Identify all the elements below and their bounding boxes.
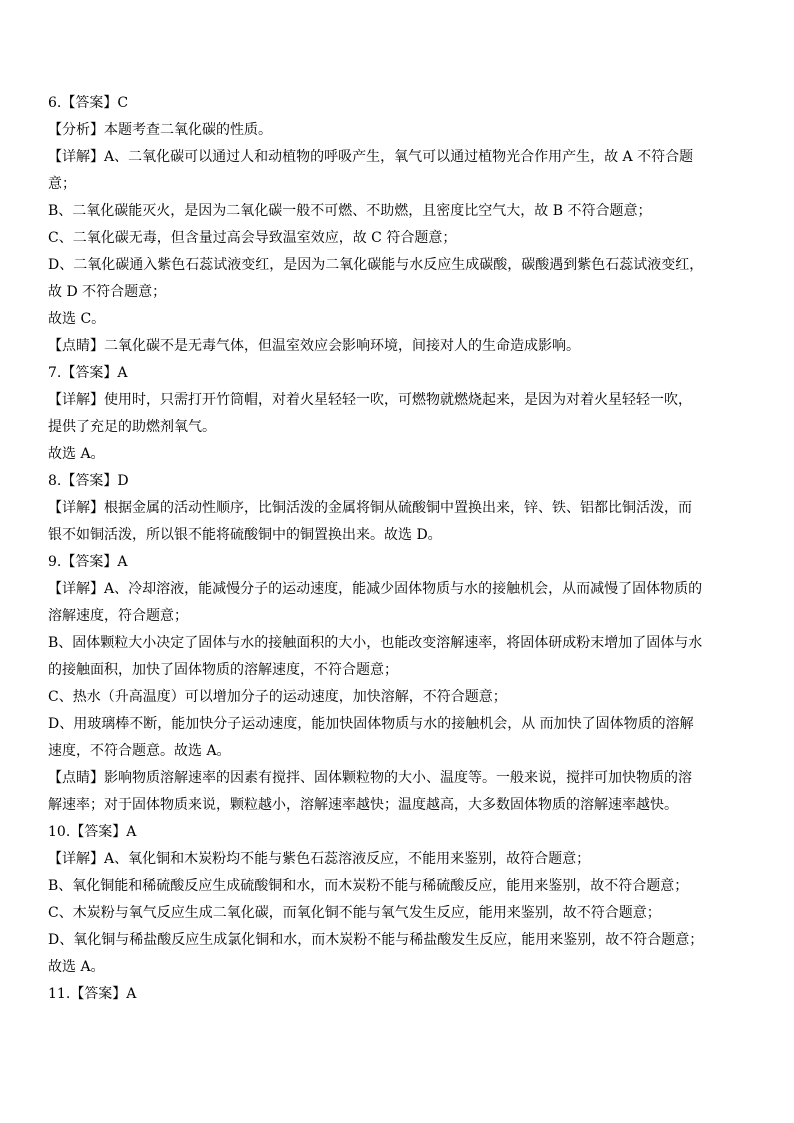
text-line: 的接触面积，加快了固体物质的溶解速度，不符合题意； (48, 662, 398, 678)
text-line: 【点睛】影响物质溶解速率的因素有搅拌、固体颗粒物的大小、温度等。一般来说，搅拌可加快物质的溶 (48, 770, 692, 786)
text-line: B、二氧化碳能灭火，是因为二氧化碳一般不可燃、不助燃，且密度比空气大，故 B 不符合题意； (48, 203, 652, 219)
text-line: C、木炭粉与氧气反应生成二氧化碳，而氧化铜不能与氧气发生反应，能用来鉴别，故不符合题意； (48, 905, 661, 921)
text-line: C、二氧化碳无毒，但含量过高会导致温室效应，故 C 符合题意； (48, 230, 457, 246)
text-line: 【分析】本题考查二氧化碳的性质。 (48, 122, 272, 138)
text-line: D、二氧化碳通入紫色石蕊试液变红，是因为二氧化碳能与水反应生成碳酸，碳酸遇到紫色石蕊试液变红， (48, 257, 704, 273)
text-line: 故选 C。 (48, 311, 106, 327)
text-line: D、氧化铜与稀盐酸反应生成氯化铜和水，而木炭粉不能与稀盐酸发生反应，能用来鉴别，故不符合题意； (48, 932, 704, 948)
text-line: 故选 A。 (48, 446, 105, 462)
text-line: 溶解速度，符合题意； (48, 608, 188, 624)
document-page (48, 90, 748, 1008)
text-line: 8.【答案】D (48, 473, 129, 489)
text-line: 7.【答案】A (48, 365, 128, 381)
text-line: 【详解】A、氧化铜和木炭粉均不能与紫色石蕊溶液反应，不能用来鉴别，故符合题意； (48, 851, 591, 867)
text-line: 【详解】根据金属的活动性顺序，比铜活泼的金属将铜从硫酸铜中置换出来，锌、铁、铝都比铜活泼，而 (48, 500, 692, 516)
text-line: 【详解】A、二氧化碳可以通过人和动植物的呼吸产生，氧气可以通过植物光合作用产生，故 A 不符合题 (48, 149, 694, 165)
text-line: 故选 A。 (48, 959, 105, 975)
text-line: 【详解】A、冷却溶液，能减慢分子的运动速度，能减少固体物质与水的接触机会，从而减慢了固体物质的 (48, 581, 703, 597)
text-line: 【详解】使用时，只需打开竹筒帽，对着火星轻轻一吹，可燃物就燃烧起来，是因为对着火星轻轻一吹， (48, 392, 692, 408)
text-line: 11.【答案】A (48, 986, 137, 1002)
text-line: 银不如铜活泼，所以银不能将硫酸铜中的铜置换出来。故选 D。 (48, 527, 442, 543)
text-line: 6.【答案】C (48, 95, 129, 111)
text-line: D、用玻璃棒不断，能加快分子运动速度，能加快固体物质与水的接触机会，从 而加快了固体物质的溶解 (48, 716, 694, 732)
text-line: 解速率；对于固体物质来说，颗粒越小，溶解速率越快；温度越高，大多数固体物质的溶解速率越快。 (48, 797, 678, 813)
text-line: 10.【答案】A (48, 824, 137, 840)
text-line: 故 D 不符合题意； (48, 284, 167, 300)
text-line: 【点睛】二氧化碳不是无毒气体，但温室效应会影响环境，间接对人的生命造成影响。 (48, 338, 580, 354)
text-line: 速度，不符合题意。故选 A。 (48, 743, 231, 759)
text-line: B、氧化铜能和稀硫酸反应生成硫酸铜和水，而木炭粉不能与稀硫酸反应，能用来鉴别，故不符合题意； (48, 878, 689, 894)
text-line: 提供了充足的助燃剂氧气。 (48, 419, 216, 435)
text-line: B、固体颗粒大小决定了固体与水的接触面积的大小，也能改变溶解速率，将固体研成粉末增加了固体与水 (48, 635, 703, 651)
text-line: C、热水（升高温度）可以增加分子的运动速度，加快溶解，不符合题意； (48, 689, 507, 705)
text-line: 意； (48, 176, 76, 192)
text-line: 9.【答案】A (48, 554, 128, 570)
